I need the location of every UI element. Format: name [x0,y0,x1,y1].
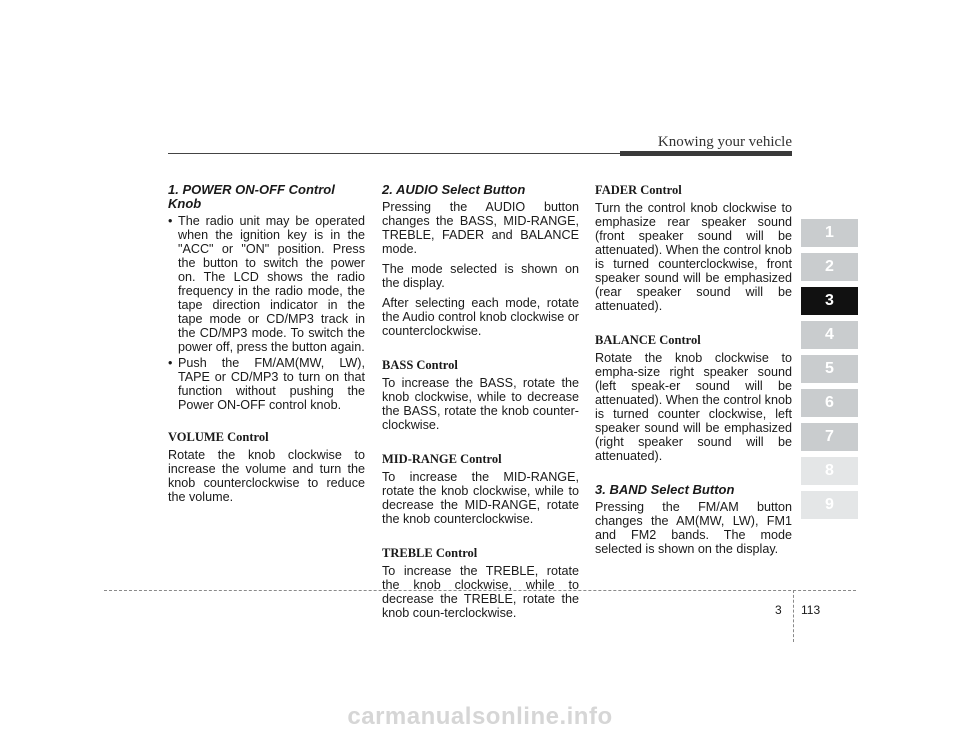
mid-range-text: To increase the MID-RANGE, rotate the knob clockwise, while to decrease the MID-RANGE, rotate the knob counterclockwise. [382,470,579,526]
chapter-tab-9[interactable]: 9 [801,491,858,519]
power-knob-heading: 1. POWER ON-OFF Control Knob [168,182,335,211]
chapter-tabs [801,219,858,525]
bass-heading: BASS Control [382,358,458,372]
chapter-tab-3[interactable]: 3 [801,287,858,315]
chapter-tab-1[interactable]: 1 [801,219,858,247]
mid-range-heading: MID-RANGE Control [382,452,502,466]
bullet-item: • Push the FM/AM(MW, LW), TAPE or CD/MP3 to turn on that function without pushing the Power ON-OFF control knob. [168,356,365,412]
audio-text-3: After selecting each mode, rotate the Audio control knob clockwise or counterclockwise. [382,296,579,338]
chapter-tab-5[interactable]: 5 [801,355,858,383]
chapter-tab-2[interactable]: 2 [801,253,858,281]
column-left [168,183,365,510]
balance-heading: BALANCE Control [595,333,701,347]
footer-divider [793,590,794,642]
power-knob-bullets [168,214,365,412]
audio-text-1: Pressing the AUDIO button changes the BASS, MID-RANGE, TREBLE, FADER and BALANCE mode. [382,200,579,256]
fader-heading: FADER Control [595,183,682,197]
column-right [595,183,792,562]
bass-text: To increase the BASS, rotate the knob clockwise, while to decrease the BASS, rotate the knob counter-clockwise. [382,376,579,432]
chapter-tab-6[interactable]: 6 [801,389,858,417]
chapter-tab-8[interactable]: 8 [801,457,858,485]
volume-text: Rotate the knob clockwise to increase the volume and turn the knob counterclockwise to reduce the volume. [168,448,365,504]
watermark: carmanualsonline.info [347,703,613,730]
treble-heading: TREBLE Control [382,546,478,560]
balance-text: Rotate the knob clockwise to empha-size right speaker sound (left speak-er sound will be attenuated). When the control knob is turned counter clockwise, left speaker sound will be emphasized (right speaker sound will be attenuated). [595,351,792,463]
page-number: 113 [801,603,821,617]
treble-text: To increase the TREBLE, rotate the knob clockwise, while to decrease the TREBLE, rotate the knob coun-terclockwise. [382,564,579,620]
audio-text-2: The mode selected is shown on the display. [382,262,579,290]
footer-rule [104,590,856,591]
bullet-item: • The radio unit may be operated when the ignition key is in the "ACC" or "ON" position. Press the button to switch the power on. The LCD shows the radio frequency in the radio mode, the tape direction indicator in the tape mode or CD/MP3 track in the CD/MP3 mode. To switch the power off, press the button again. [168,214,365,354]
header-accent-bar [620,151,792,156]
chapter-tab-7[interactable]: 7 [801,423,858,451]
chapter-tab-4[interactable]: 4 [801,321,858,349]
band-text: Pressing the FM/AM button changes the AM(MW, LW), FM1 and FM2 bands. The mode selected is shown on the display. [595,500,792,556]
page-chapter-number: 3 [775,603,782,617]
band-button-heading: 3. BAND Select Button [595,482,735,497]
column-middle [382,183,579,626]
audio-button-heading: 2. AUDIO Select Button [382,182,526,197]
fader-text: Turn the control knob clockwise to emphasize rear speaker sound (front speaker sound will be attenuated). When the control knob is turned counterclockwise, front speaker sound will be emphasized (rear speaker sound will be attenuated). [595,201,792,313]
section-header: Knowing your vehicle [657,134,792,150]
volume-heading: VOLUME Control [168,430,269,444]
